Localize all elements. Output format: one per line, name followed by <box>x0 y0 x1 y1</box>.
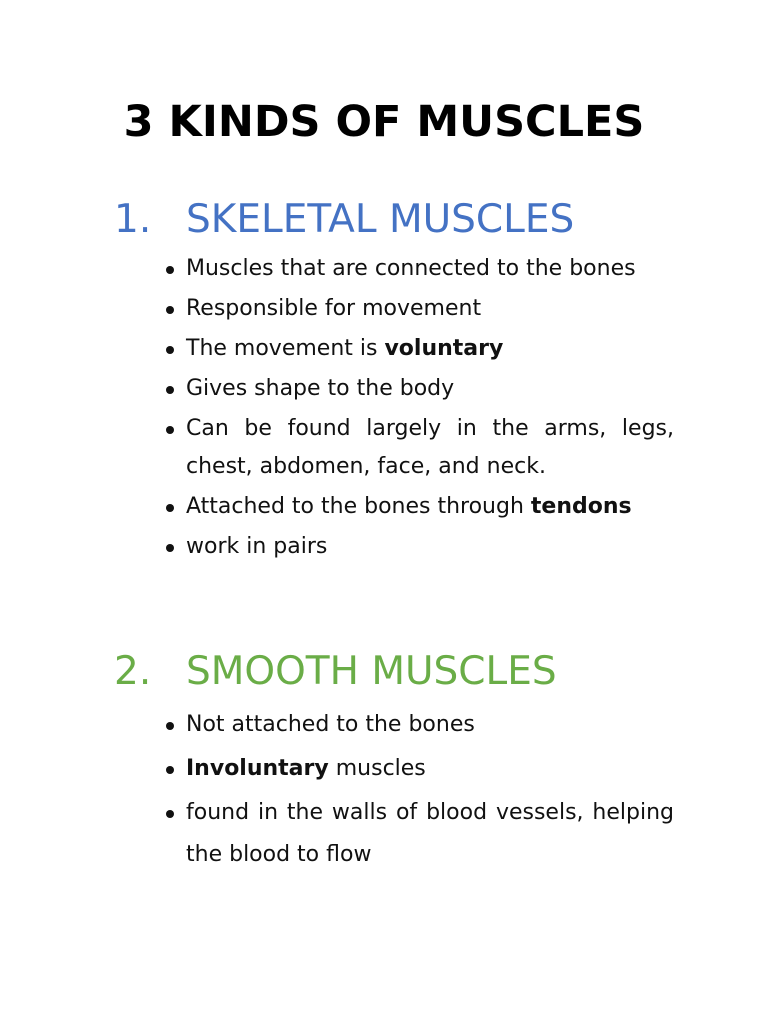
list-item: work in pairs <box>162 528 674 566</box>
list-item: Muscles that are connected to the bones <box>162 250 674 288</box>
section-number: 2. <box>114 649 152 694</box>
smooth-muscle-facts-list <box>162 704 674 878</box>
list-item: Can be found largely in the arms, legs, chest, abdomen, face, and neck. <box>162 410 674 486</box>
item-text: muscles <box>328 756 426 781</box>
item-emphasis: voluntary <box>384 336 504 361</box>
list-item <box>162 330 674 368</box>
page-title: 3 KINDS OF MUSCLES <box>123 97 645 147</box>
section-heading-smooth <box>114 647 734 697</box>
section-title: SKELETAL MUSCLES <box>186 197 575 242</box>
list-item: Gives shape to the body <box>162 370 674 408</box>
item-text: The movement is <box>186 336 385 361</box>
section-number: 1. <box>114 197 152 242</box>
list-item: Responsible for movement <box>162 290 674 328</box>
list-item <box>162 488 674 526</box>
item-emphasis: Involuntary <box>186 756 329 781</box>
item-emphasis: tendons <box>530 494 632 519</box>
skeletal-muscle-facts-list <box>162 250 674 568</box>
section-title: SMOOTH MUSCLES <box>186 649 557 694</box>
list-item: found in the walls of blood vessels, helping the blood to flow <box>162 792 674 876</box>
list-item: Not attached to the bones <box>162 704 674 746</box>
list-item <box>162 748 674 790</box>
section-heading-skeletal <box>114 195 734 245</box>
item-text: Attached to the bones through <box>186 494 531 519</box>
